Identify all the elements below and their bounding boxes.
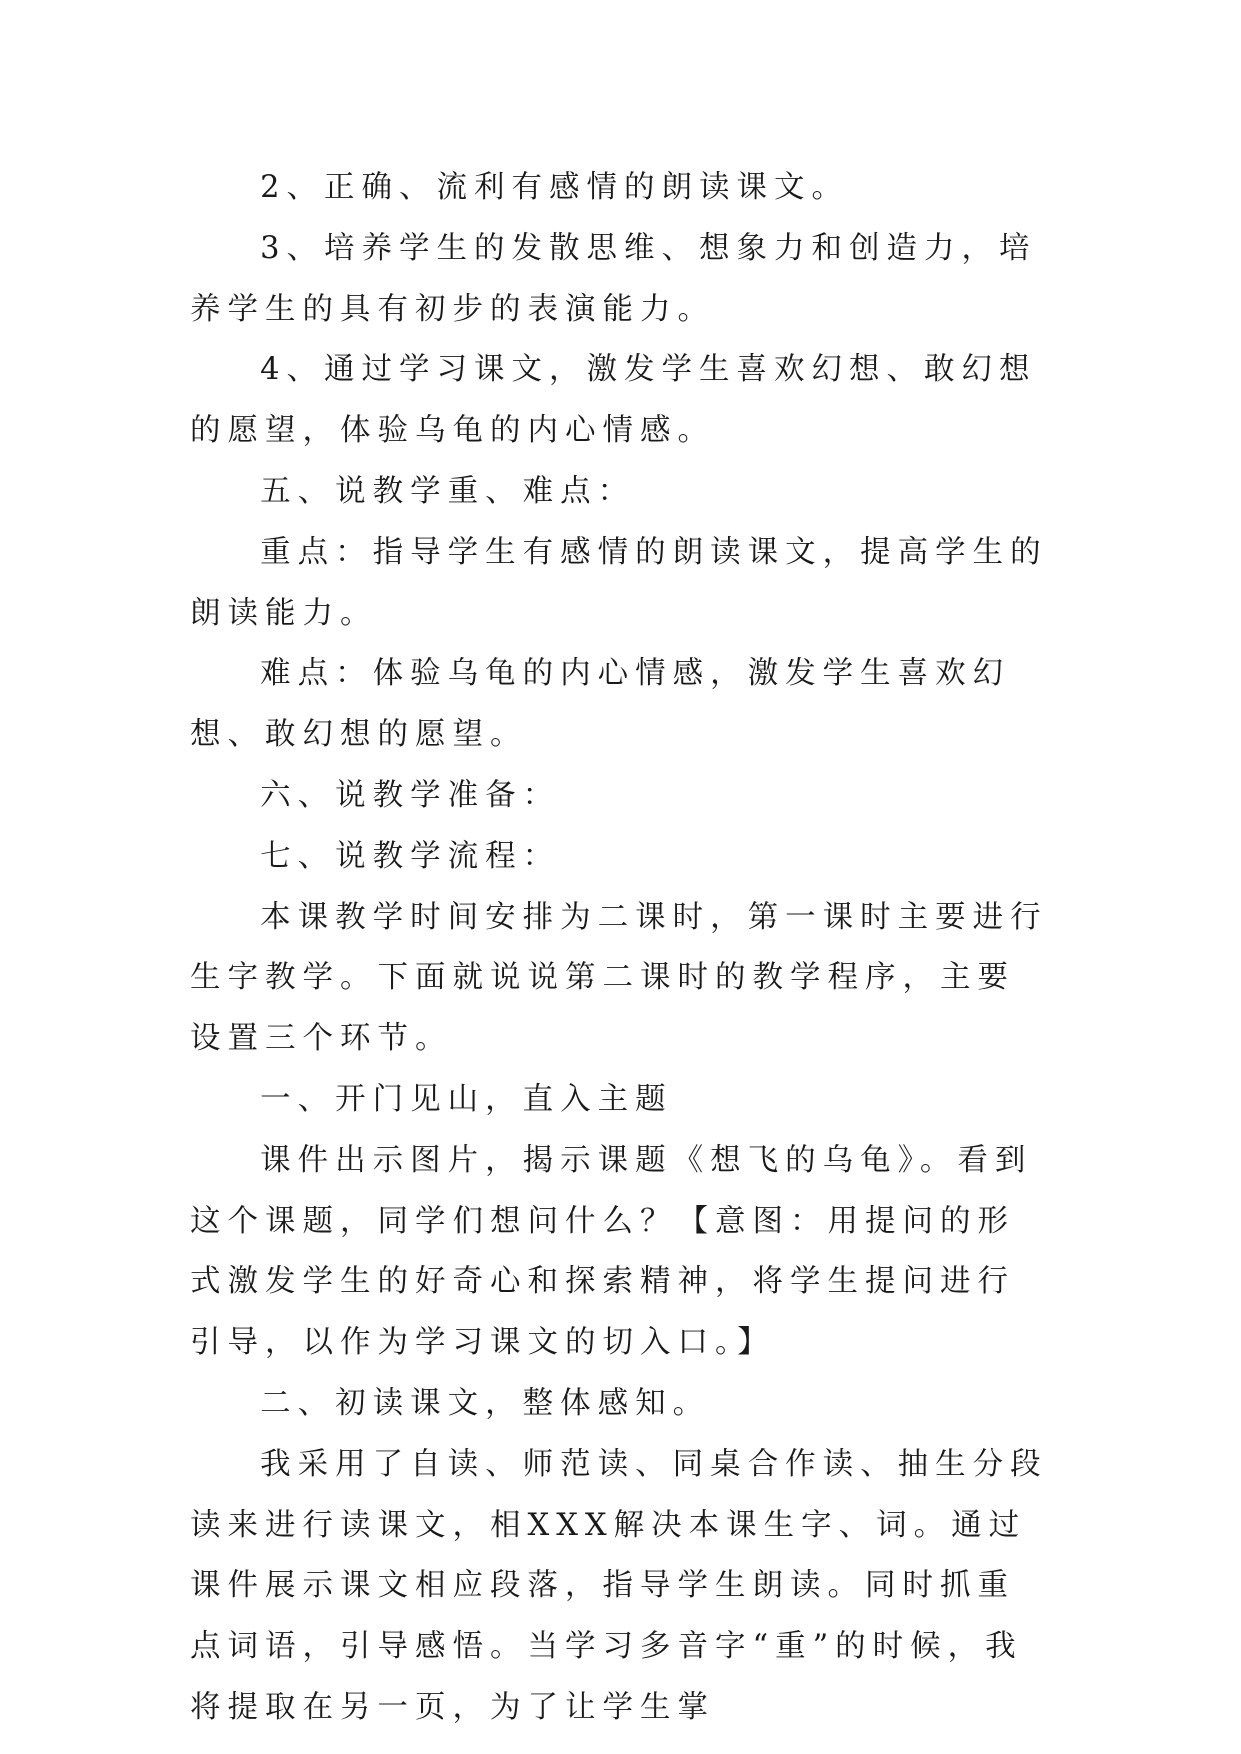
paragraph-difficulty: 难点：体验乌龟的内心情感，激发学生喜欢幻想、敢幻想的愿望。 xyxy=(190,656,1011,753)
paragraph-step-2: 我采用了自读、师范读、同桌合作读、抽生分段读来进行读课文，相XXX解决本课生字、词。通过课件展示课文相应段落，指导学生朗读。同时抓重点词语，引导感悟。当学习多音字“重”的时候，我将提取在另一页，为了让学生掌 xyxy=(190,1446,1048,1725)
heading-preparation: 六、说教学准备： xyxy=(260,777,561,813)
paragraph-key-point: 重点：指导学生有感情的朗读课文，提高学生的朗读能力。 xyxy=(190,534,1048,631)
paragraph-schedule: 本课教学时间安排为二课时，第一课时主要进行生字教学。下面就说说第二课时的教学程序，主要设置三个环节。 xyxy=(190,899,1048,1057)
heading-key-points: 五、说教学重、难点： xyxy=(260,473,636,509)
heading-step-1: 一、开门见山，直入主题 xyxy=(260,1081,673,1117)
document-body xyxy=(190,158,1050,1739)
heading-step-2: 二、初读课文，整体感知。 xyxy=(260,1385,711,1421)
paragraph-objective-2: 2、正确、流利有感情的朗读课文。 xyxy=(260,170,850,205)
paragraph-objective-3: 3、培养学生的发散思维、想象力和创造力，培养学生的具有初步的表演能力。 xyxy=(190,230,1037,327)
paragraph-objective-4: 4、通过学习课文，激发学生喜欢幻想、敢幻想的愿望，体验乌龟的内心情感。 xyxy=(190,352,1037,449)
heading-process: 七、说教学流程： xyxy=(260,838,561,874)
paragraph-step-1: 课件出示图片，揭示课题《想飞的乌龟》。看到这个课题，同学们想问什么？【意图：用提问的形式激发学生的好奇心和探索精神，将学生提问进行引导，以作为学习课文的切入口。】 xyxy=(190,1142,1033,1361)
